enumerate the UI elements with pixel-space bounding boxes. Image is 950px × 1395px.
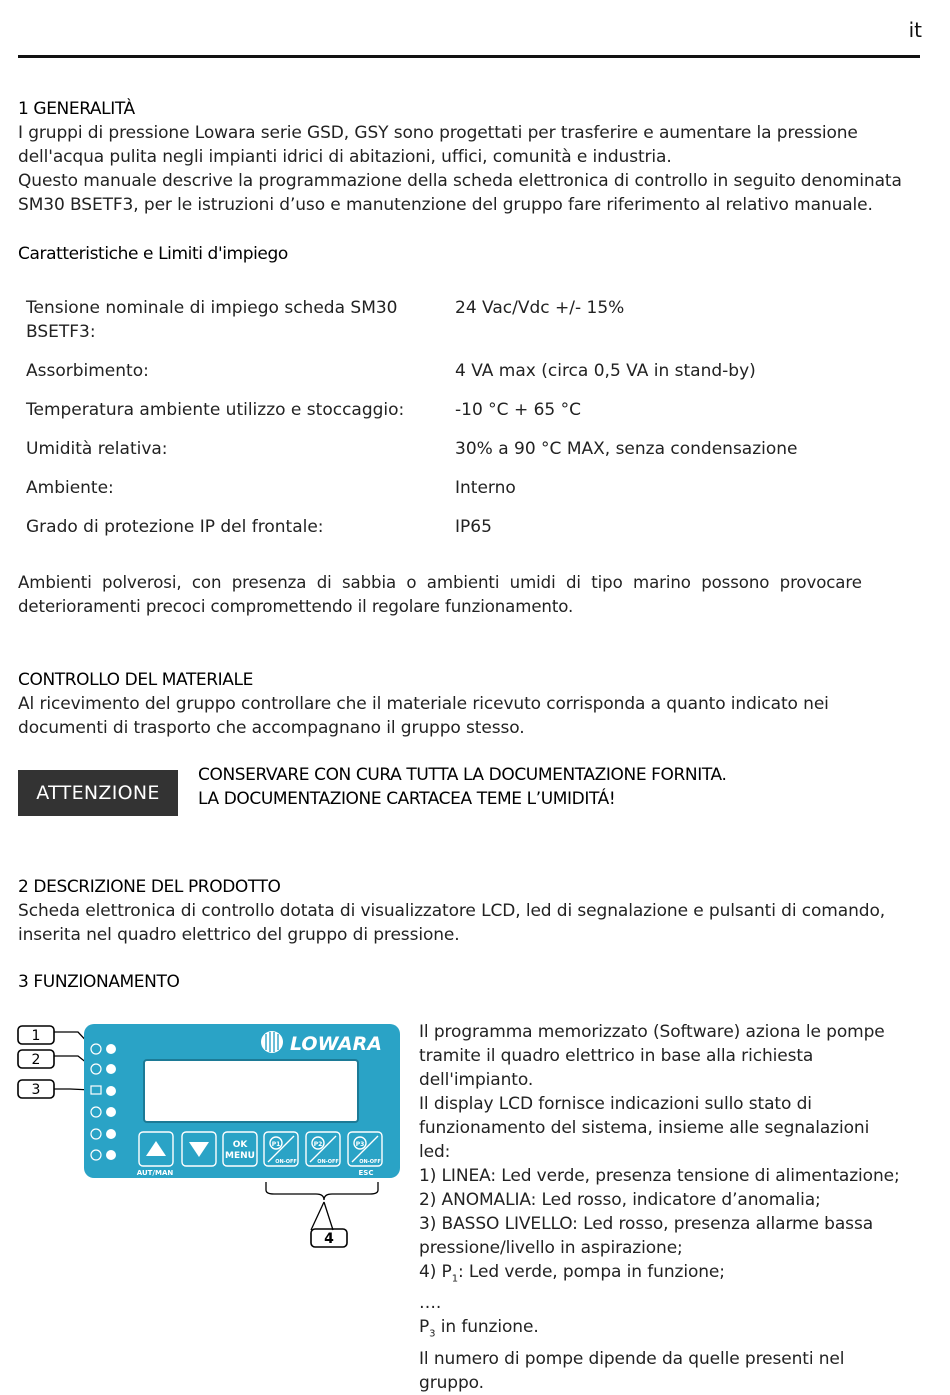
callout-leader (311, 1202, 324, 1230)
callout-label: 1 (31, 1028, 41, 1044)
specs-note-line: Ambienti polverosi, con presenza di sabbia o ambienti umidi di tipo marino possono provocare (18, 573, 862, 592)
spec-label-line: BSETF3: (26, 322, 96, 342)
section1-line: Questo manuale descrive la programmazione della scheda elettronica di controllo in seguito denominata (18, 171, 902, 191)
section3-line: 2) ANOMALIA: Led rosso, indicatore d’anomalia; (419, 1190, 821, 1210)
p3-prefix: P (419, 1317, 430, 1338)
onoff-label: ON-OFF (359, 1159, 381, 1165)
led-pump3 (106, 1150, 116, 1160)
pump-label: P1 (271, 1141, 281, 1148)
section2-line: inserita nel quadro elettrico del gruppo di pressione. (18, 925, 460, 945)
section3-line: funzionamento del sistema, insieme alle segnalazioni (419, 1118, 870, 1138)
material-title: CONTROLLO DEL MATERIALE (18, 670, 253, 690)
section3-ellipsis: …. (419, 1293, 442, 1314)
section3-body (419, 1020, 924, 1395)
p3-subscript: 3 (429, 1328, 436, 1340)
section3-line: Il numero di pompe dipende da quelle presenti nel (419, 1348, 845, 1369)
onoff-label: ON-OFF (275, 1159, 297, 1165)
pump-label: P3 (355, 1141, 365, 1148)
section2-body (18, 899, 928, 947)
callout-label: 4 (324, 1231, 334, 1247)
section3-line: led: (419, 1142, 451, 1162)
material-line: documenti di trasporto che accompagnano il gruppo stesso. (18, 718, 525, 738)
language-marker: it (908, 18, 922, 42)
p3-suffix: in funzione. (435, 1317, 539, 1338)
pump-label: P2 (313, 1141, 323, 1148)
callout-label: 2 (31, 1052, 41, 1068)
section3-line: 1) LINEA: Led verde, presenza tensione di alimentazione; (419, 1166, 900, 1186)
callout-brace (266, 1182, 378, 1200)
warning-text (198, 763, 726, 811)
header-rule (18, 55, 920, 58)
spec-value: Interno (455, 478, 516, 498)
callout-label: 3 (31, 1082, 41, 1098)
spec-label: Ambiente: (26, 478, 114, 498)
aut-man-label: AUT/MAN (136, 1169, 174, 1177)
led-line (106, 1044, 116, 1054)
control-panel-diagram (0, 1010, 400, 1255)
led-pump2 (106, 1129, 116, 1139)
material-body (18, 692, 928, 740)
lcd-display (144, 1060, 358, 1122)
spec-label-line: Tensione nominale di impiego scheda SM30 (26, 298, 398, 318)
led-low-level (106, 1086, 116, 1096)
item4-subscript: 1 (451, 1273, 458, 1285)
spec-label: Grado di protezione IP del frontale: (26, 517, 324, 537)
specs-title: Caratteristiche e Limiti d'impiego (18, 244, 288, 264)
section3-item4 (419, 1260, 924, 1291)
section1-line: dell'acqua pulita negli impianti idrici di abitazioni, uffici, comunità e industria. (18, 147, 672, 167)
callout-leader (324, 1202, 333, 1230)
spec-label (26, 296, 416, 344)
spec-label: Temperatura ambiente utilizzo e stoccaggio: (26, 400, 405, 420)
item4-prefix: 4) P (419, 1262, 452, 1282)
specs-note (18, 571, 923, 619)
section2-title: 2 DESCRIZIONE DEL PRODOTTO (18, 877, 281, 897)
spec-label: Assorbimento: (26, 361, 149, 381)
section3-line: Il display LCD fornisce indicazioni sullo stato di (419, 1094, 812, 1114)
warning-line: CONSERVARE CON CURA TUTTA LA DOCUMENTAZIONE FORNITA. (198, 765, 727, 785)
spec-value: 30% a 90 °C MAX, senza condensazione (455, 439, 798, 459)
section3-line: 3) BASSO LIVELLO: Led rosso, presenza allarme bassa (419, 1214, 874, 1234)
section3-line: pressione/livello in aspirazione; (419, 1238, 683, 1258)
section3-title: 3 FUNZIONAMENTO (18, 972, 180, 992)
section3-line: gruppo. (419, 1372, 484, 1393)
esc-label: ESC (358, 1169, 374, 1177)
section3-p3 (419, 1315, 924, 1346)
spec-value: 4 VA max (circa 0,5 VA in stand-by) (455, 361, 756, 381)
spec-label: Umidità relativa: (26, 439, 168, 459)
section3-line: tramite il quadro elettrico in base alla richiesta (419, 1046, 814, 1066)
section1-body (18, 121, 928, 217)
spec-value: 24 Vac/Vdc +/- 15% (455, 298, 625, 318)
section1-title: 1 GENERALITÀ (18, 99, 135, 119)
ok-label: OK (232, 1140, 248, 1150)
spec-value: -10 °C + 65 °C (455, 400, 581, 420)
brand-name: LOWARA (290, 1033, 382, 1055)
led-alarm (106, 1064, 116, 1074)
section1-line: I gruppi di pressione Lowara serie GSD, GSY sono progettati per trasferire e aumentare la pressione (18, 123, 858, 143)
menu-label: MENU (225, 1151, 255, 1161)
warning-line: LA DOCUMENTAZIONE CARTACEA TEME L’UMIDITÁ! (198, 789, 616, 809)
spec-value: IP65 (455, 517, 492, 537)
onoff-label: ON-OFF (317, 1159, 339, 1165)
material-line: Al ricevimento del gruppo controllare che il materiale ricevuto corrisponda a quanto indicato nei (18, 694, 829, 714)
section2-line: Scheda elettronica di controllo dotata di visualizzatore LCD, led di segnalazione e pulsanti di comando, (18, 901, 886, 921)
item4-suffix: : Led verde, pompa in funzione; (457, 1262, 725, 1282)
section3-line: Il programma memorizzato (Software) aziona le pompe (419, 1022, 885, 1042)
section3-line: dell'impianto. (419, 1070, 534, 1090)
warning-badge: ATTENZIONE (18, 770, 178, 816)
section1-line: SM30 BSETF3, per le istruzioni d’uso e manutenzione del gruppo fare riferimento al relativo manuale. (18, 195, 873, 215)
specs-note-line: deterioramenti precoci compromettendo il regolare funzionamento. (18, 597, 574, 616)
led-pump1 (106, 1107, 116, 1117)
